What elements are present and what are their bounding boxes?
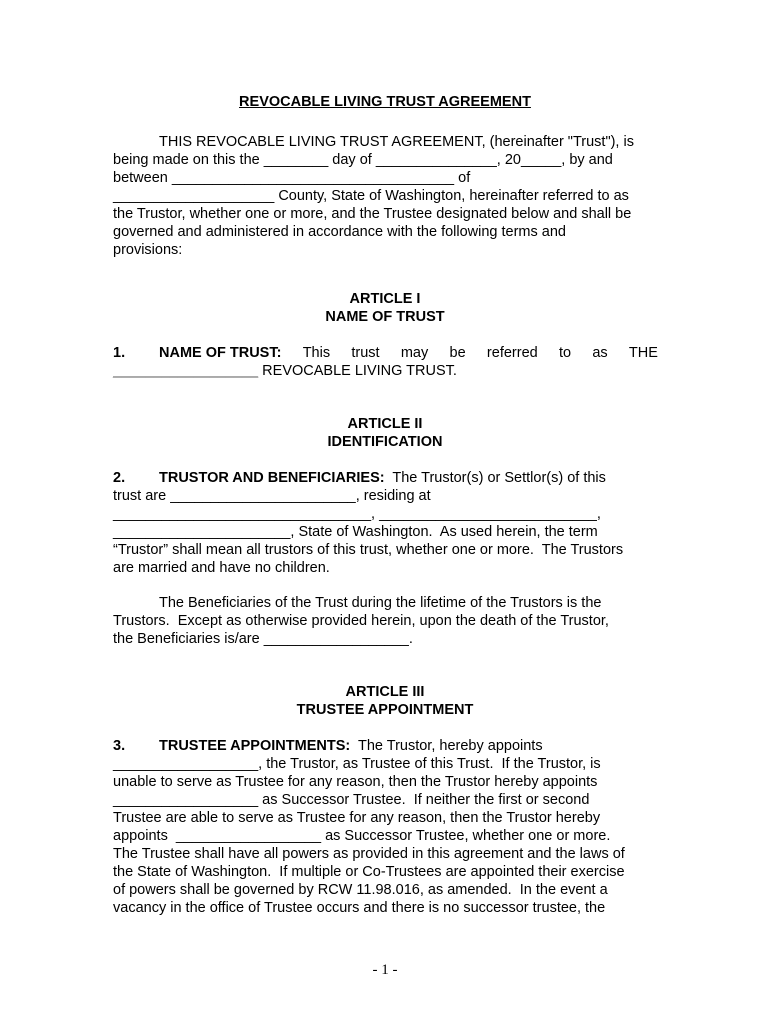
word: referred: [486, 345, 538, 361]
section-2-line: [113, 469, 658, 487]
section-1-line-2: [113, 362, 658, 380]
word: as: [592, 345, 608, 361]
section-number: 1.: [113, 345, 126, 361]
section-number: 3.: [113, 738, 126, 754]
section-3-line: Trustee are able to serve as Trustee for any reason, then the Trustor hereby: [113, 810, 601, 826]
section-3-line: The Trustee shall have all powers as provided in this agreement and the laws of: [113, 846, 625, 862]
section-3-line: appoints __________________ as Successor Trustee, whether one or more.: [113, 828, 611, 844]
section-1-line: [113, 344, 658, 362]
trust-name-rest: REVOCABLE LIVING TRUST.: [258, 363, 457, 379]
article-2-heading: [0, 415, 770, 451]
section-3: [113, 737, 658, 917]
beneficiaries-paragraph: [113, 594, 658, 648]
article-subtitle: NAME OF TRUST: [325, 309, 445, 325]
word: This: [302, 345, 331, 361]
article-3-heading: [0, 683, 770, 719]
article-subtitle: IDENTIFICATION: [327, 434, 443, 450]
section-2-line: ______________________, State of Washington. As used herein, the term: [113, 524, 598, 540]
page-number: - 1 -: [372, 962, 398, 978]
word: be: [449, 345, 466, 361]
article-subtitle: TRUSTEE APPOINTMENT: [296, 702, 474, 718]
trust-name-blank[interactable]: __________________: [113, 363, 259, 379]
beneficiaries-line: Trustors. Except as otherwise provided herein, upon the death of the Trustor,: [113, 613, 609, 629]
intro-line: the Trustor, whether one or more, and the Trustee designated below and shall be: [113, 206, 632, 222]
intro-line: THIS REVOCABLE LIVING TRUST AGREEMENT, (hereinafter "Trust"), is: [159, 134, 634, 150]
intro-line: between ___________________________________ of: [113, 170, 471, 186]
section-1: [113, 344, 658, 380]
section-2-line: are married and have no children.: [113, 560, 330, 576]
section-2-line: ________________________________, ___________________________,: [113, 506, 601, 522]
intro-line: being made on this the ________ day of _______________, 20_____, by and: [113, 152, 613, 168]
section-label: NAME OF TRUST:: [159, 345, 282, 361]
section-2-line: trust are _______________________, residing at: [113, 488, 431, 504]
word: to: [558, 345, 572, 361]
beneficiaries-line: the Beneficiaries is/are __________________.: [113, 631, 413, 647]
section-2: [113, 469, 658, 577]
section-3-line: of powers shall be governed by RCW 11.98.016, as amended. In the event a: [113, 882, 608, 898]
intro-line: provisions:: [113, 242, 183, 258]
section-3-line: [113, 737, 658, 755]
section-3-line: __________________ as Successor Trustee. If neither the first or second: [113, 792, 590, 808]
intro-paragraph: [113, 133, 658, 259]
article-title: ARTICLE I: [349, 291, 421, 307]
section-number: 2.: [113, 470, 126, 486]
section-3-line: __________________, the Trustor, as Trustee of this Trust. If the Trustor, is: [113, 756, 601, 772]
section-text: The Trustor, hereby appoints: [350, 738, 543, 754]
word: may: [400, 345, 429, 361]
word: THE: [628, 345, 658, 361]
section-3-line: the State of Washington. If multiple or Co-Trustees are appointed their exercise: [113, 864, 625, 880]
section-3-line: unable to serve as Trustee for any reason, then the Trustor hereby appoints: [113, 774, 598, 790]
section-1-lead: [113, 344, 281, 362]
intro-line: ____________________ County, State of Washington, hereinafter referred to as: [113, 188, 629, 204]
section-label: TRUSTOR AND BENEFICIARIES:: [159, 470, 385, 486]
article-title: ARTICLE III: [345, 684, 425, 700]
article-title: ARTICLE II: [347, 416, 423, 432]
section-label: TRUSTEE APPOINTMENTS:: [159, 738, 351, 754]
section-3-line: vacancy in the office of Trustee occurs and there is no successor trustee, the: [113, 900, 606, 916]
section-2-line: “Trustor” shall mean all trustors of this trust, whether one or more. The Trustors: [113, 542, 624, 558]
section-text: The Trustor(s) or Settlor(s) of this: [384, 470, 606, 486]
beneficiaries-line: The Beneficiaries of the Trust during the lifetime of the Trustors is the: [159, 595, 602, 611]
intro-line: governed and administered in accordance with the following terms and: [113, 224, 566, 240]
article-1-heading: [0, 290, 770, 326]
document-title: REVOCABLE LIVING TRUST AGREEMENT: [239, 94, 531, 110]
word: trust: [351, 345, 380, 361]
